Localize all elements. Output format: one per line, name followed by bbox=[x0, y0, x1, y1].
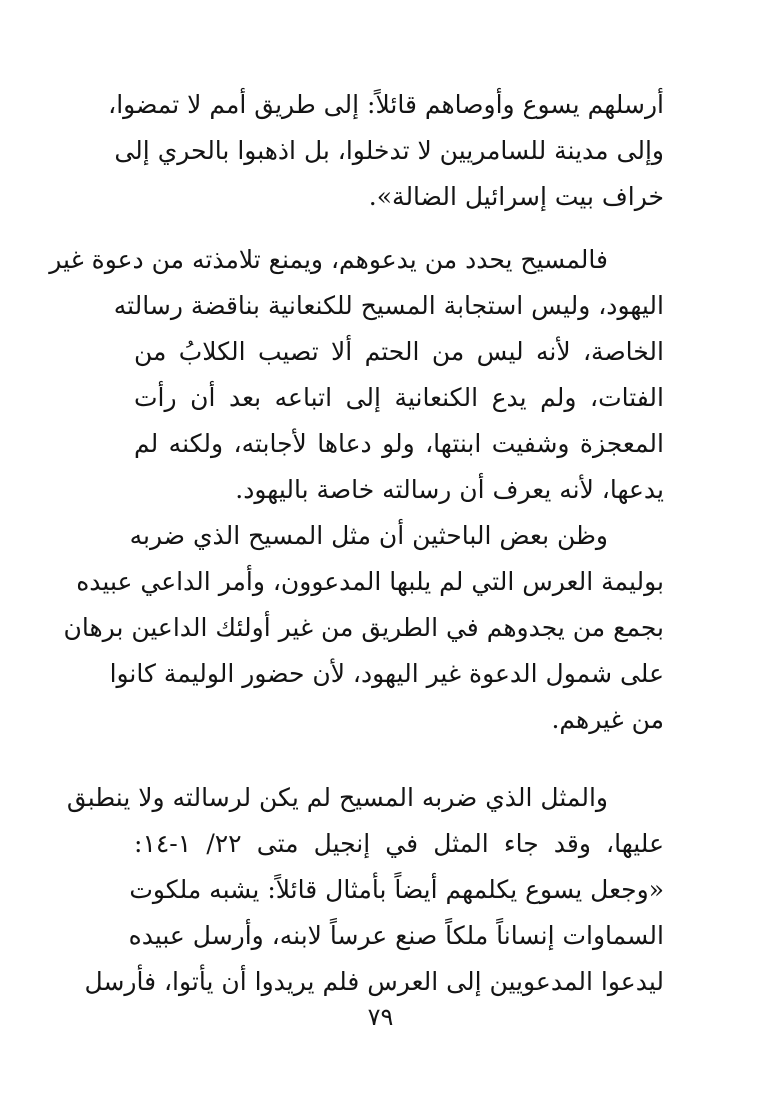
paragraph-3-line-5: من غيرهم. bbox=[551, 705, 664, 734]
paragraph-1 bbox=[108, 82, 664, 220]
page-number: ٧٩ bbox=[367, 1003, 394, 1031]
paragraph-1-line-1: أرسلهم يسوع وأوصاهم قائلاً: إلى طريق أمم لا تمضوا، bbox=[108, 90, 664, 119]
paragraph-4-line-4: السماوات إنساناً ملكاً صنع عرساً لابنه، وأرسل عبيده bbox=[128, 921, 664, 950]
paragraph-3-line-2: بوليمة العرس التي لم يلبها المدعوون، وأمر الداعي عبيده bbox=[76, 567, 664, 596]
paragraph-4-line-3: «وجعل يسوع يكلمهم أيضاً بأمثال قائلاً: يشبه ملكوت bbox=[129, 875, 664, 904]
paragraph-1-line-3: خراف بيت إسرائيل الضالة». bbox=[368, 182, 664, 211]
paragraph-3-line-4: على شمول الدعوة غير اليهود، لأن حضور الوليمة كانوا bbox=[109, 659, 664, 688]
paragraph-3 bbox=[63, 513, 664, 743]
paragraph-2-line-4: الفتات، ولم يدع الكنعانية إلى اتباعه بعد أن رأت bbox=[134, 383, 664, 412]
paragraph-2-line-3: الخاصة، لأنه ليس من الحتم ألا تصيب الكلابُ من bbox=[134, 337, 664, 366]
paragraph-4-line-2: عليها، وقد جاء المثل في إنجيل متى ٢٢/ ١-١٤: bbox=[134, 829, 664, 858]
paragraph-4-line-1: والمثل الذي ضربه المسيح لم يكن لرسالته ولا ينطبق bbox=[66, 783, 608, 812]
paragraph-2-line-5: المعجزة وشفيت ابنتها، ولو دعاها لأجابته، ولكنه لم bbox=[134, 429, 664, 458]
paragraph-4 bbox=[66, 775, 664, 1005]
paragraph-3-line-1: وظن بعض الباحثين أن مثل المسيح الذي ضربه bbox=[129, 521, 608, 550]
paragraph-2-line-1: فالمسيح يحدد من يدعوهم، ويمنع تلامذته من دعوة غير bbox=[49, 245, 608, 274]
paragraph-3-line-3: بجمع من يجدوهم في الطريق من غير أولئك الداعين برهان bbox=[63, 613, 664, 642]
paragraph-2-line-6: يدعها، لأنه يعرف أن رسالته خاصة باليهود. bbox=[235, 475, 664, 504]
paragraph-2-line-2: اليهود، وليس استجابة المسيح للكنعانية بناقضة رسالته bbox=[113, 291, 664, 320]
paragraph-2 bbox=[49, 237, 664, 513]
paragraph-1-line-2: وإلى مدينة للسامريين لا تدخلوا، بل اذهبوا بالحري إلى bbox=[114, 136, 664, 165]
paragraph-4-line-5: ليدعوا المدعويين إلى العرس فلم يريدوا أن يأتوا، فأرسل bbox=[84, 967, 664, 996]
